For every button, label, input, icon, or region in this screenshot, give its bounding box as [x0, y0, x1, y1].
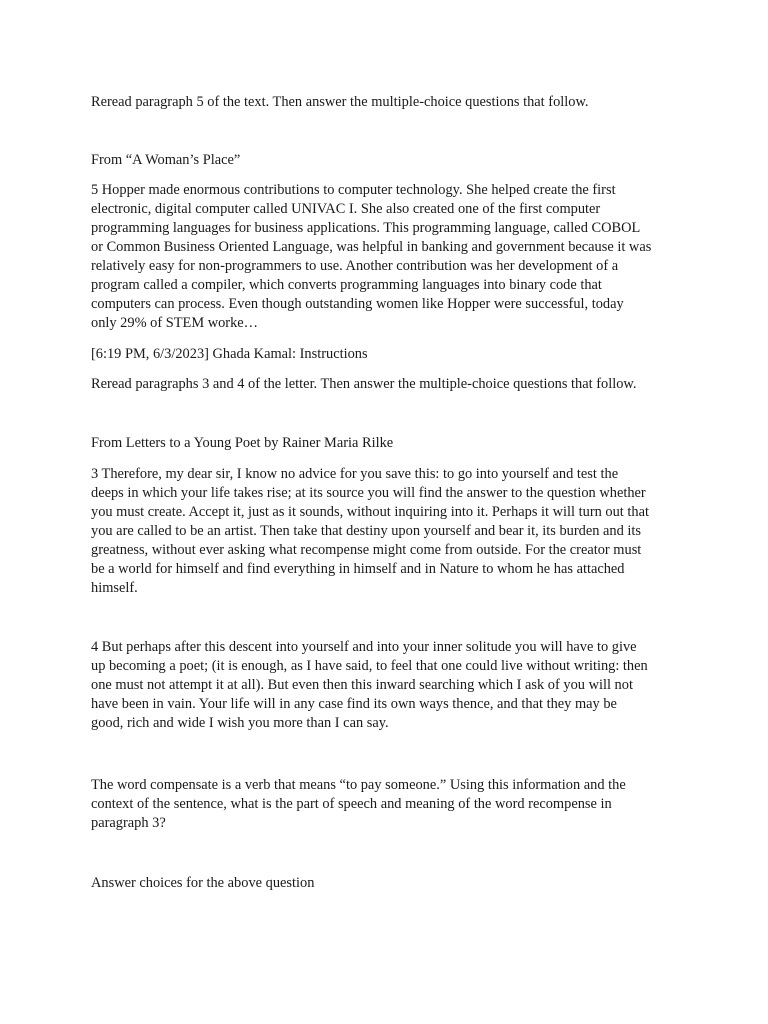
answer-choices-label: [91, 874, 691, 893]
paragraph-line: 4 But perhaps after this descent into yourself and into your inner solitude you will have to give: [91, 639, 637, 655]
paragraph-3: [91, 465, 691, 598]
paragraph-line: one must not attempt it at all). But even then this inward searching which I ask of you will not: [91, 677, 633, 693]
intro-instruction: [91, 93, 691, 112]
paragraph-line: you are called to be an artist. Then take that destiny upon yourself and bear it, its burden and its: [91, 523, 642, 539]
paragraph-line: be a world for himself and find everything in himself and in Nature to whom he has attached: [91, 561, 625, 577]
paragraph-line: you must create. Accept it, just as it sounds, without inquiring into it. Perhaps it will turn out that: [91, 504, 649, 520]
paragraph-line: himself.: [91, 580, 138, 596]
paragraph-line: program called a compiler, which converts programming languages into binary code that: [91, 277, 602, 293]
question-line: context of the sentence, what is the part of speech and meaning of the word recompense in: [91, 796, 612, 812]
paragraph-line: or Common Business Oriented Language, was helpful in banking and government because it was: [91, 239, 652, 255]
source-title-womans-place: [91, 151, 691, 170]
paragraph-line: programming languages for business applications. This programming language, called COBOL: [91, 220, 641, 236]
source-title-text: From “A Woman’s Place”: [91, 152, 241, 168]
paragraph-line: electronic, digital computer called UNIVAC I. She also created one of the first computer: [91, 201, 601, 217]
second-instruction-text: Reread paragraphs 3 and 4 of the letter. Then answer the multiple-choice questions that follow.: [91, 376, 637, 392]
message-header: [91, 345, 691, 364]
paragraph-line: relatively easy for non-programmers to use. Another contribution was her development of a: [91, 258, 619, 274]
intro-instruction-text: Reread paragraph 5 of the text. Then answer the multiple-choice questions that follow.: [91, 94, 589, 110]
second-instruction: [91, 375, 691, 394]
question-line: paragraph 3?: [91, 815, 166, 831]
source-title-text: From Letters to a Young Poet by Rainer Maria Rilke: [91, 435, 394, 451]
paragraph-line: good, rich and wide I wish you more than I can say.: [91, 715, 389, 731]
paragraph-line: up becoming a poet; (it is enough, as I have said, to feel that one could live without writing: then: [91, 658, 648, 674]
paragraph-line: 5 Hopper made enormous contributions to computer technology. She helped create the first: [91, 182, 616, 198]
question-text: [91, 776, 691, 833]
source-title-rilke: [91, 434, 691, 453]
answer-choices-label-text: Answer choices for the above question: [91, 875, 315, 891]
paragraph-5: [91, 181, 691, 333]
paragraph-line: 3 Therefore, my dear sir, I know no advice for you save this: to go into yourself and test the: [91, 466, 619, 482]
paragraph-line: deeps in which your life takes rise; at its source you will find the answer to the question whether: [91, 485, 646, 501]
paragraph-line: computers can process. Even though outstanding women like Hopper were successful, today: [91, 296, 624, 312]
paragraph-line: have been in vain. Your life will in any case find its own ways thence, and that they may be: [91, 696, 617, 712]
paragraph-line: only 29% of STEM worke…: [91, 315, 259, 331]
question-line: The word compensate is a verb that means “to pay someone.” Using this information and the: [91, 777, 626, 793]
paragraph-line: greatness, without ever asking what recompense might come from outside. For the creator must: [91, 542, 642, 558]
paragraph-4: [91, 638, 691, 733]
message-header-text: [6:19 PM, 6/3/2023] Ghada Kamal: Instructions: [91, 346, 368, 362]
